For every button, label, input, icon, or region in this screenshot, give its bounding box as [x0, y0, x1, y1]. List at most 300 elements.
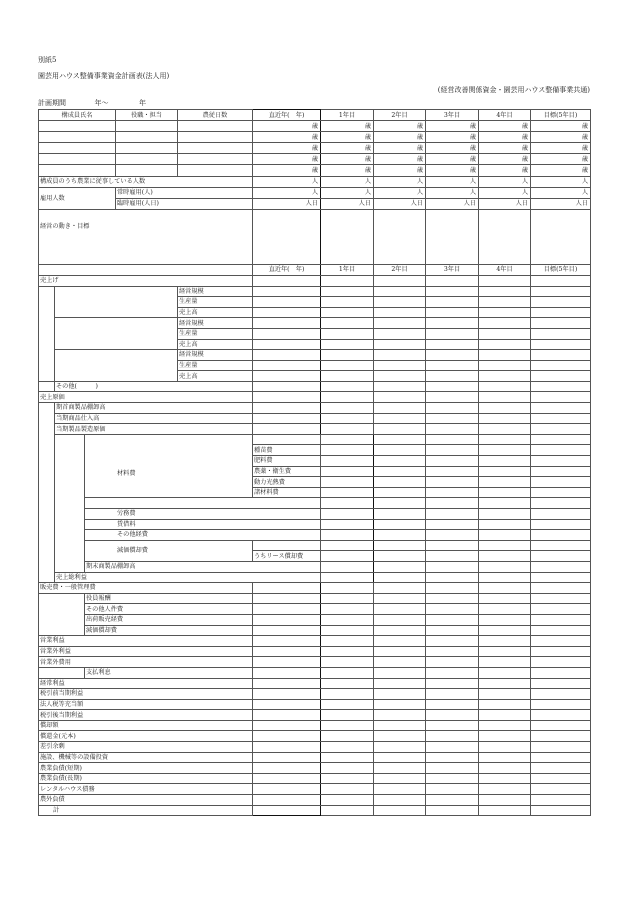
value-cell[interactable] [374, 742, 426, 753]
value-cell[interactable] [253, 371, 321, 382]
value-cell[interactable] [321, 572, 374, 583]
value-cell[interactable] [531, 318, 591, 329]
value-cell[interactable] [479, 360, 531, 371]
value-cell[interactable] [426, 720, 479, 731]
value-cell[interactable] [321, 583, 374, 594]
value-cell[interactable] [426, 710, 479, 721]
value-cell[interactable] [531, 795, 591, 806]
value-cell[interactable] [426, 795, 479, 806]
value-cell[interactable] [426, 583, 479, 594]
value-cell[interactable] [321, 636, 374, 647]
value-cell[interactable] [253, 424, 321, 435]
value-cell[interactable] [531, 604, 591, 615]
value-cell[interactable] [253, 742, 321, 753]
value-cell[interactable] [479, 657, 531, 668]
value-cell[interactable] [531, 625, 591, 636]
value-cell[interactable] [479, 636, 531, 647]
value-cell[interactable] [426, 509, 479, 520]
value-cell[interactable] [374, 519, 426, 530]
value-cell[interactable] [479, 763, 531, 774]
value-cell[interactable] [321, 456, 374, 467]
member-days-cell[interactable] [178, 143, 253, 154]
value-cell[interactable] [426, 307, 479, 318]
value-cell[interactable] [426, 657, 479, 668]
value-cell[interactable] [531, 720, 591, 731]
value-cell[interactable] [321, 795, 374, 806]
value-cell[interactable] [321, 604, 374, 615]
value-cell[interactable] [426, 593, 479, 604]
value-cell[interactable] [253, 593, 321, 604]
value-cell[interactable] [253, 689, 321, 700]
value-cell[interactable] [479, 307, 531, 318]
value-cell[interactable] [531, 614, 591, 625]
value-cell[interactable] [531, 286, 591, 297]
value-cell[interactable] [479, 413, 531, 424]
value-cell[interactable] [321, 519, 374, 530]
value-cell[interactable] [479, 477, 531, 488]
value-cell[interactable] [374, 307, 426, 318]
value-cell[interactable] [374, 371, 426, 382]
value-cell[interactable] [253, 795, 321, 806]
value-cell[interactable] [321, 445, 374, 456]
value-cell[interactable] [426, 360, 479, 371]
member-name-cell[interactable] [39, 143, 116, 154]
crop-name-cell[interactable] [55, 318, 178, 350]
value-cell[interactable] [321, 710, 374, 721]
value-cell[interactable] [374, 456, 426, 467]
value-cell[interactable] [321, 731, 374, 742]
value-cell[interactable] [531, 424, 591, 435]
value-cell[interactable] [253, 297, 321, 308]
value-cell[interactable] [253, 413, 321, 424]
value-cell[interactable] [321, 275, 374, 286]
value-cell[interactable] [426, 763, 479, 774]
value-cell[interactable] [253, 307, 321, 318]
value-cell[interactable] [426, 561, 479, 572]
value-cell[interactable] [531, 413, 591, 424]
value-cell[interactable] [321, 763, 374, 774]
value-cell[interactable] [479, 667, 531, 678]
value-cell[interactable] [374, 561, 426, 572]
member-days-cell[interactable] [178, 165, 253, 176]
value-cell[interactable] [321, 742, 374, 753]
value-cell[interactable] [321, 678, 374, 689]
value-cell[interactable] [253, 604, 321, 615]
value-cell[interactable] [374, 784, 426, 795]
value-cell[interactable] [426, 392, 479, 403]
value-cell[interactable] [321, 413, 374, 424]
value-cell[interactable] [426, 689, 479, 700]
value-cell[interactable] [374, 646, 426, 657]
value-cell[interactable] [426, 318, 479, 329]
value-cell[interactable] [253, 699, 321, 710]
value-cell[interactable] [531, 689, 591, 700]
value-cell[interactable] [374, 286, 426, 297]
value-cell[interactable] [321, 784, 374, 795]
value-cell[interactable] [531, 297, 591, 308]
value-cell[interactable] [479, 456, 531, 467]
value-cell[interactable] [479, 540, 531, 551]
value-cell[interactable] [374, 678, 426, 689]
member-days-cell[interactable] [178, 154, 253, 165]
value-cell[interactable] [531, 540, 591, 551]
value-cell[interactable] [531, 392, 591, 403]
member-role-cell[interactable] [116, 154, 178, 165]
value-cell[interactable] [374, 667, 426, 678]
value-cell[interactable] [321, 561, 374, 572]
value-cell[interactable] [531, 519, 591, 530]
value-cell[interactable] [426, 540, 479, 551]
value-cell[interactable] [253, 667, 321, 678]
value-cell[interactable] [531, 805, 591, 816]
value-cell[interactable] [531, 561, 591, 572]
value-cell[interactable] [374, 540, 426, 551]
value-cell[interactable] [531, 678, 591, 689]
value-cell[interactable] [479, 593, 531, 604]
member-role-cell[interactable] [116, 143, 178, 154]
value-cell[interactable] [426, 773, 479, 784]
value-cell[interactable] [531, 583, 591, 594]
value-cell[interactable] [531, 646, 591, 657]
value-cell[interactable] [253, 350, 321, 361]
value-cell[interactable] [531, 530, 591, 541]
value-cell[interactable] [531, 731, 591, 742]
value-cell[interactable] [479, 646, 531, 657]
value-cell[interactable] [321, 403, 374, 414]
value-cell[interactable] [374, 710, 426, 721]
value-cell[interactable] [531, 667, 591, 678]
value-cell[interactable] [531, 763, 591, 774]
value-cell[interactable] [374, 752, 426, 763]
member-role-cell[interactable] [116, 165, 178, 176]
value-cell[interactable] [374, 328, 426, 339]
value-cell[interactable] [253, 286, 321, 297]
value-cell[interactable] [321, 614, 374, 625]
member-role-cell[interactable] [116, 121, 178, 132]
value-cell[interactable] [321, 752, 374, 763]
value-cell[interactable] [479, 297, 531, 308]
value-cell[interactable] [253, 392, 321, 403]
value-cell[interactable] [321, 509, 374, 520]
value-cell[interactable] [531, 498, 591, 509]
value-cell[interactable] [531, 593, 591, 604]
value-cell[interactable] [374, 339, 426, 350]
value-cell[interactable] [374, 466, 426, 477]
value-cell[interactable] [321, 328, 374, 339]
value-cell[interactable] [531, 784, 591, 795]
value-cell[interactable] [479, 509, 531, 520]
value-cell[interactable] [374, 445, 426, 456]
value-cell[interactable] [374, 657, 426, 668]
value-cell[interactable] [374, 763, 426, 774]
value-cell[interactable] [321, 646, 374, 657]
value-cell[interactable] [426, 731, 479, 742]
value-cell[interactable] [374, 434, 426, 445]
value-cell[interactable] [479, 318, 531, 329]
value-cell[interactable] [479, 583, 531, 594]
value-cell[interactable] [321, 689, 374, 700]
value-cell[interactable] [426, 614, 479, 625]
value-cell[interactable] [479, 551, 531, 562]
value-cell[interactable] [253, 752, 321, 763]
value-cell[interactable] [479, 466, 531, 477]
value-cell[interactable] [374, 614, 426, 625]
value-cell[interactable] [253, 614, 321, 625]
value-cell[interactable] [321, 424, 374, 435]
value-cell[interactable] [374, 498, 426, 509]
value-cell[interactable] [531, 742, 591, 753]
value-cell[interactable] [479, 371, 531, 382]
value-cell[interactable] [374, 381, 426, 392]
value-cell[interactable] [253, 784, 321, 795]
value-cell[interactable] [426, 403, 479, 414]
value-cell[interactable] [321, 530, 374, 541]
value-cell[interactable] [321, 339, 374, 350]
value-cell[interactable] [479, 445, 531, 456]
value-cell[interactable] [321, 381, 374, 392]
value-cell[interactable] [374, 297, 426, 308]
value-cell[interactable] [321, 487, 374, 498]
value-cell[interactable] [531, 403, 591, 414]
value-cell[interactable] [321, 466, 374, 477]
value-cell[interactable] [479, 561, 531, 572]
value-cell[interactable] [374, 689, 426, 700]
value-cell[interactable] [253, 318, 321, 329]
value-cell[interactable] [253, 763, 321, 774]
value-cell[interactable] [253, 403, 321, 414]
value-cell[interactable] [426, 297, 479, 308]
value-cell[interactable] [426, 646, 479, 657]
value-cell[interactable] [531, 509, 591, 520]
value-cell[interactable] [479, 275, 531, 286]
value-cell[interactable] [321, 540, 374, 551]
value-cell[interactable] [253, 731, 321, 742]
value-cell[interactable] [321, 551, 374, 562]
crop-name-cell[interactable] [55, 286, 178, 318]
trend-cell[interactable] [426, 209, 479, 264]
member-days-cell[interactable] [178, 132, 253, 143]
value-cell[interactable] [479, 403, 531, 414]
value-cell[interactable] [479, 614, 531, 625]
value-cell[interactable] [426, 636, 479, 647]
value-cell[interactable] [426, 371, 479, 382]
member-name-cell[interactable] [39, 121, 116, 132]
value-cell[interactable] [374, 604, 426, 615]
value-cell[interactable] [253, 381, 321, 392]
trend-cell[interactable] [253, 209, 321, 264]
value-cell[interactable] [374, 360, 426, 371]
value-cell[interactable] [479, 530, 531, 541]
value-cell[interactable] [426, 350, 479, 361]
value-cell[interactable] [374, 403, 426, 414]
value-cell[interactable] [426, 742, 479, 753]
trend-cell[interactable] [374, 209, 426, 264]
value-cell[interactable] [531, 477, 591, 488]
value-cell[interactable] [253, 646, 321, 657]
value-cell[interactable] [253, 710, 321, 721]
value-cell[interactable] [253, 360, 321, 371]
value-cell[interactable] [374, 350, 426, 361]
value-cell[interactable] [531, 328, 591, 339]
value-cell[interactable] [479, 604, 531, 615]
value-cell[interactable] [374, 805, 426, 816]
value-cell[interactable] [321, 371, 374, 382]
value-cell[interactable] [531, 350, 591, 361]
value-cell[interactable] [479, 572, 531, 583]
value-cell[interactable] [321, 307, 374, 318]
value-cell[interactable] [426, 381, 479, 392]
value-cell[interactable] [479, 519, 531, 530]
value-cell[interactable] [321, 773, 374, 784]
value-cell[interactable] [531, 434, 591, 445]
value-cell[interactable] [479, 328, 531, 339]
member-days-cell[interactable] [178, 121, 253, 132]
value-cell[interactable] [321, 498, 374, 509]
value-cell[interactable] [426, 530, 479, 541]
value-cell[interactable] [426, 413, 479, 424]
value-cell[interactable] [479, 742, 531, 753]
value-cell[interactable] [321, 360, 374, 371]
value-cell[interactable] [426, 784, 479, 795]
value-cell[interactable] [374, 593, 426, 604]
value-cell[interactable] [321, 297, 374, 308]
value-cell[interactable] [374, 731, 426, 742]
value-cell[interactable] [426, 678, 479, 689]
value-cell[interactable] [374, 720, 426, 731]
value-cell[interactable] [426, 752, 479, 763]
value-cell[interactable] [479, 498, 531, 509]
value-cell[interactable] [531, 572, 591, 583]
value-cell[interactable] [426, 667, 479, 678]
value-cell[interactable] [479, 752, 531, 763]
value-cell[interactable] [531, 699, 591, 710]
value-cell[interactable] [426, 572, 479, 583]
value-cell[interactable] [321, 805, 374, 816]
value-cell[interactable] [479, 805, 531, 816]
value-cell[interactable] [426, 604, 479, 615]
value-cell[interactable] [426, 466, 479, 477]
value-cell[interactable] [321, 625, 374, 636]
value-cell[interactable] [426, 699, 479, 710]
value-cell[interactable] [426, 487, 479, 498]
value-cell[interactable] [426, 328, 479, 339]
value-cell[interactable] [426, 805, 479, 816]
value-cell[interactable] [479, 773, 531, 784]
value-cell[interactable] [531, 551, 591, 562]
value-cell[interactable] [374, 572, 426, 583]
value-cell[interactable] [374, 392, 426, 403]
value-cell[interactable] [531, 360, 591, 371]
value-cell[interactable] [321, 350, 374, 361]
value-cell[interactable] [426, 339, 479, 350]
value-cell[interactable] [426, 519, 479, 530]
member-name-cell[interactable] [39, 154, 116, 165]
trend-cell[interactable] [321, 209, 374, 264]
value-cell[interactable] [374, 773, 426, 784]
value-cell[interactable] [374, 636, 426, 647]
value-cell[interactable] [374, 413, 426, 424]
value-cell[interactable] [531, 381, 591, 392]
value-cell[interactable] [531, 307, 591, 318]
value-cell[interactable] [479, 689, 531, 700]
value-cell[interactable] [531, 752, 591, 763]
value-cell[interactable] [531, 636, 591, 647]
value-cell[interactable] [426, 498, 479, 509]
value-cell[interactable] [531, 371, 591, 382]
value-cell[interactable] [253, 678, 321, 689]
value-cell[interactable] [426, 551, 479, 562]
value-cell[interactable] [531, 657, 591, 668]
value-cell[interactable] [479, 424, 531, 435]
value-cell[interactable] [321, 657, 374, 668]
member-role-cell[interactable] [116, 132, 178, 143]
member-name-cell[interactable] [39, 165, 116, 176]
value-cell[interactable] [531, 710, 591, 721]
value-cell[interactable] [531, 445, 591, 456]
value-cell[interactable] [479, 434, 531, 445]
value-cell[interactable] [426, 434, 479, 445]
value-cell[interactable] [374, 275, 426, 286]
value-cell[interactable] [253, 339, 321, 350]
value-cell[interactable] [479, 710, 531, 721]
value-cell[interactable] [321, 477, 374, 488]
value-cell[interactable] [321, 699, 374, 710]
value-cell[interactable] [479, 720, 531, 731]
value-cell[interactable] [321, 318, 374, 329]
value-cell[interactable] [479, 286, 531, 297]
value-cell[interactable] [321, 667, 374, 678]
value-cell[interactable] [479, 350, 531, 361]
value-cell[interactable] [426, 456, 479, 467]
value-cell[interactable] [321, 593, 374, 604]
value-cell[interactable] [531, 339, 591, 350]
trend-cell[interactable] [479, 209, 531, 264]
value-cell[interactable] [479, 795, 531, 806]
value-cell[interactable] [374, 509, 426, 520]
value-cell[interactable] [321, 392, 374, 403]
value-cell[interactable] [253, 636, 321, 647]
value-cell[interactable] [253, 583, 321, 594]
crop-name-cell[interactable] [55, 350, 178, 382]
value-cell[interactable] [374, 487, 426, 498]
value-cell[interactable] [479, 678, 531, 689]
value-cell[interactable] [479, 625, 531, 636]
value-cell[interactable] [426, 625, 479, 636]
value-cell[interactable] [479, 339, 531, 350]
value-cell[interactable] [374, 530, 426, 541]
value-cell[interactable] [426, 445, 479, 456]
value-cell[interactable] [253, 805, 321, 816]
value-cell[interactable] [374, 318, 426, 329]
value-cell[interactable] [479, 784, 531, 795]
value-cell[interactable] [531, 487, 591, 498]
value-cell[interactable] [374, 795, 426, 806]
value-cell[interactable] [531, 456, 591, 467]
value-cell[interactable] [253, 275, 321, 286]
value-cell[interactable] [479, 731, 531, 742]
value-cell[interactable] [253, 328, 321, 339]
value-cell[interactable] [531, 275, 591, 286]
value-cell[interactable] [374, 424, 426, 435]
value-cell[interactable] [479, 699, 531, 710]
member-name-cell[interactable] [39, 132, 116, 143]
value-cell[interactable] [374, 625, 426, 636]
value-cell[interactable] [374, 699, 426, 710]
value-cell[interactable] [374, 583, 426, 594]
value-cell[interactable] [321, 720, 374, 731]
value-cell[interactable] [426, 275, 479, 286]
value-cell[interactable] [531, 466, 591, 477]
